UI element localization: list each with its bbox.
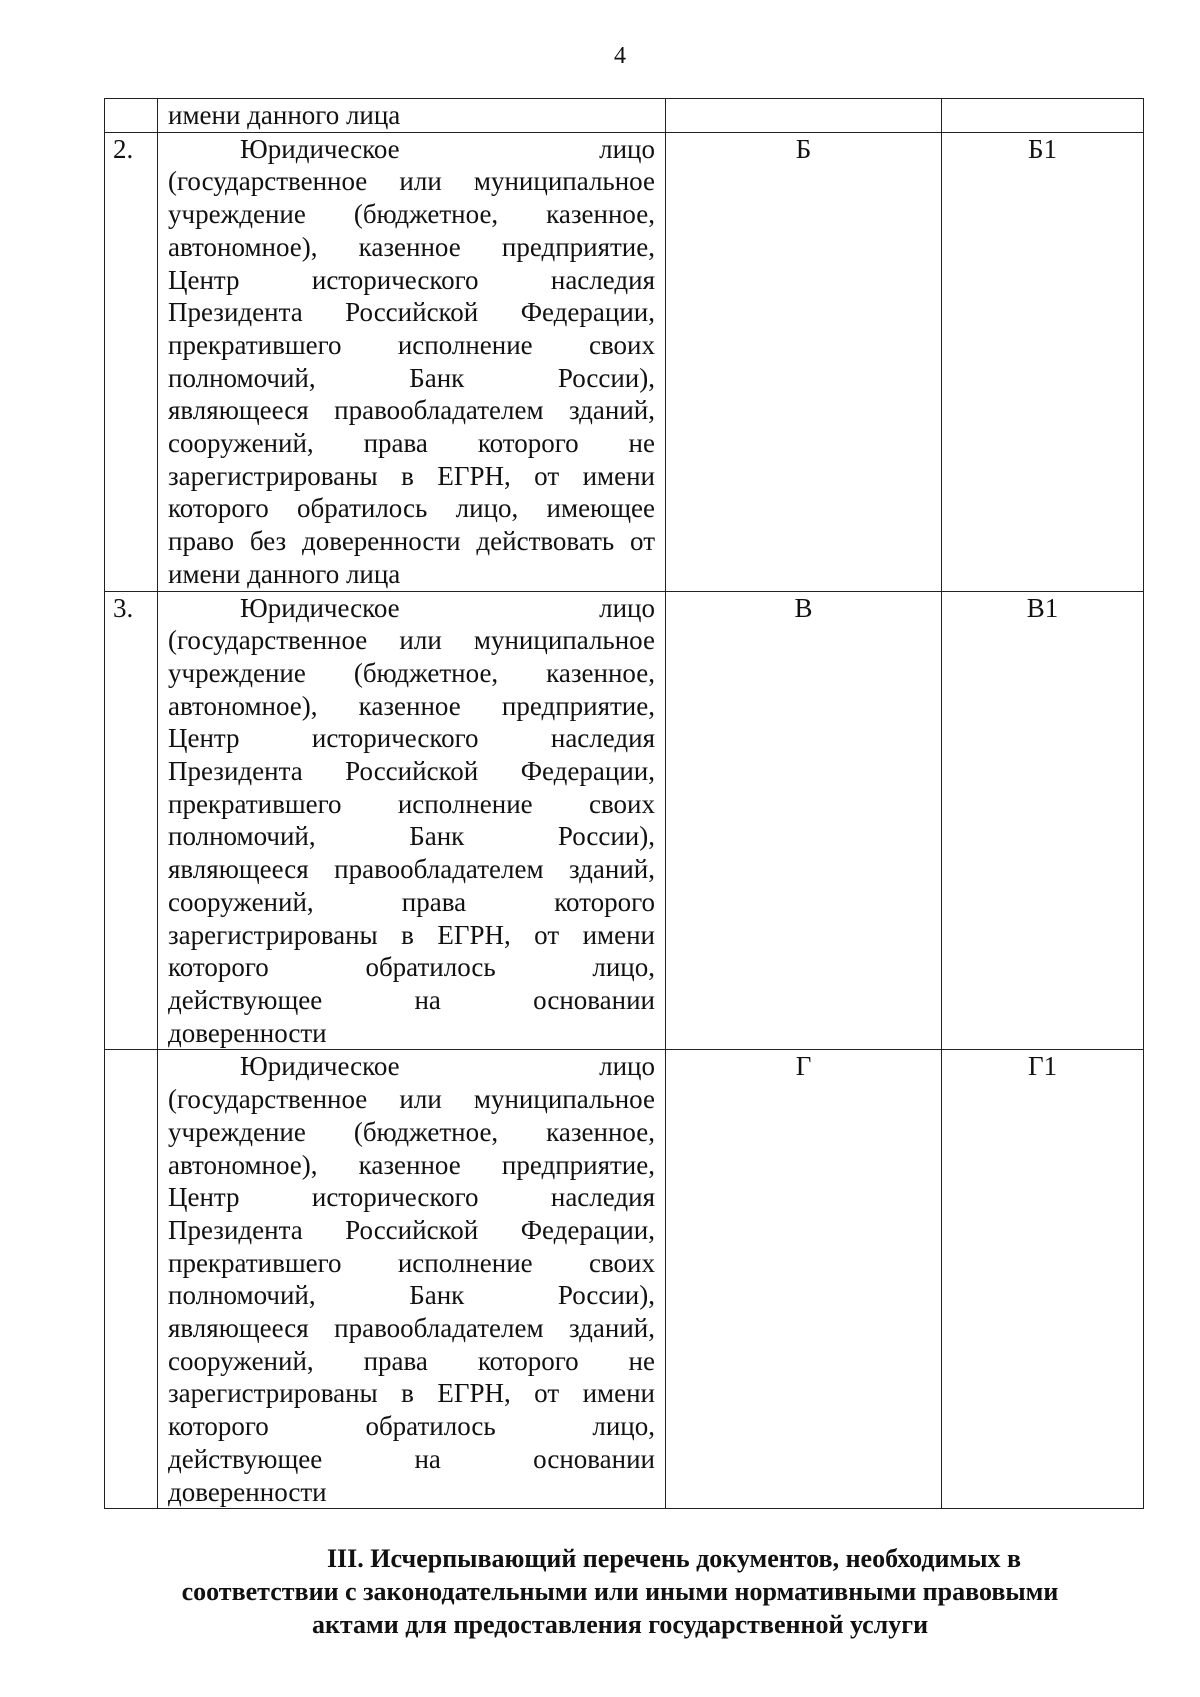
description-line: зарегистрированы в ЕГРН, от имени <box>168 1378 655 1409</box>
description-line: действующее на основании <box>168 984 655 1015</box>
description-line: являющееся правообладателем зданий, <box>168 1313 655 1344</box>
description-line: являющееся правообладателем зданий, <box>168 395 655 426</box>
section-heading-line: соответствии с законодательными или иными нормативными правовыми <box>181 1577 1059 1606</box>
page-number: 4 <box>614 43 626 69</box>
row-number-cell <box>105 99 158 133</box>
description-line: (государственное или муниципальное <box>168 1084 655 1115</box>
description-line: зарегистрированы в ЕГРН, от имени <box>168 919 655 950</box>
subcategory-code-cell: Г1 <box>942 1050 1144 1509</box>
description-line: Президента Российской Федерации, <box>168 1214 655 1245</box>
description-first-last-word: лицо <box>599 1051 655 1082</box>
description-line: прекратившего исполнение своих <box>168 788 655 819</box>
row-number-cell: 3. <box>105 591 158 1050</box>
description-line: полномочий, Банк России), <box>168 821 655 852</box>
description-line: Центр исторического наследия <box>168 264 655 295</box>
description-line: учреждение (бюджетное, казенное, <box>168 1116 655 1147</box>
description-line: полномочий, Банк России), <box>168 362 655 393</box>
table-row <box>105 1050 1144 1509</box>
description-line: учреждение (бюджетное, казенное, <box>168 199 655 230</box>
description-line: которого обратилось лицо, имеющее <box>168 493 655 524</box>
description-line: сооружений, права которого не <box>168 1345 655 1376</box>
description-last-line: имени данного лица <box>168 558 401 589</box>
table-row <box>105 99 1144 133</box>
description-first-line <box>168 592 655 625</box>
description-line: которого обратилось лицо, <box>168 1411 655 1442</box>
description-line: Президента Российской Федерации, <box>168 297 655 328</box>
subcategory-code-cell: В1 <box>942 591 1144 1050</box>
description-first-word: Юридическое <box>240 592 400 623</box>
description-first-line <box>168 1050 655 1083</box>
description-line: которого обратилось лицо, <box>168 952 655 983</box>
description-line: право без доверенности действовать от <box>168 526 655 557</box>
description-line: Президента Российской Федерации, <box>168 756 655 787</box>
description-cell <box>158 132 666 591</box>
category-code-cell <box>666 99 942 133</box>
table-row <box>105 132 1144 591</box>
description-line: (государственное или муниципальное <box>168 625 655 656</box>
category-code-cell: В <box>666 591 942 1050</box>
row-number-cell: 2. <box>105 132 158 591</box>
description-cell <box>158 1050 666 1509</box>
description-line: Центр исторического наследия <box>168 723 655 754</box>
table-row <box>105 591 1144 1050</box>
description-line: действующее на основании <box>168 1443 655 1474</box>
description-line: сооружений, права которого <box>168 886 655 917</box>
description-last-line: доверенности <box>168 1476 327 1507</box>
category-code-cell: Г <box>666 1050 942 1509</box>
description-last-line: доверенности <box>168 1017 327 1048</box>
description-line: полномочий, Банк России), <box>168 1280 655 1311</box>
description-line: зарегистрированы в ЕГРН, от имени <box>168 460 655 491</box>
description-line: Центр исторического наследия <box>168 1182 655 1213</box>
description-line: (государственное или муниципальное <box>168 166 655 197</box>
subcategory-code-cell <box>942 99 1144 133</box>
description-line: учреждение (бюджетное, казенное, <box>168 657 655 688</box>
description-first-line <box>168 133 655 166</box>
description-line: являющееся правообладателем зданий, <box>168 854 655 885</box>
subcategory-code-cell: Б1 <box>942 132 1144 591</box>
section-heading-line: III. Исчерпывающий перечень документов, необходимых в <box>326 1544 1022 1573</box>
description-line: прекратившего исполнение своих <box>168 1247 655 1278</box>
description-first-last-word: лицо <box>599 592 655 623</box>
description-first-word: Юридическое <box>240 1051 400 1082</box>
description-cell <box>158 591 666 1050</box>
description-line: имени данного лица <box>168 100 401 130</box>
description-line: прекратившего исполнение своих <box>168 329 655 360</box>
description-line: сооружений, права которого не <box>168 428 655 459</box>
applicant-category-table <box>104 98 1144 1509</box>
category-code-cell: Б <box>666 132 942 591</box>
description-first-last-word: лицо <box>599 133 655 164</box>
description-first-word: Юридическое <box>240 133 400 164</box>
description-line: автономное), казенное предприятие, <box>168 231 655 262</box>
description-cell <box>158 99 666 133</box>
description-line: автономное), казенное предприятие, <box>168 690 655 721</box>
description-line: автономное), казенное предприятие, <box>168 1149 655 1180</box>
row-number-cell <box>105 1050 158 1509</box>
section-heading <box>100 1542 1140 1641</box>
section-heading-line: актами для предоставления государственной услуги <box>311 1610 929 1639</box>
